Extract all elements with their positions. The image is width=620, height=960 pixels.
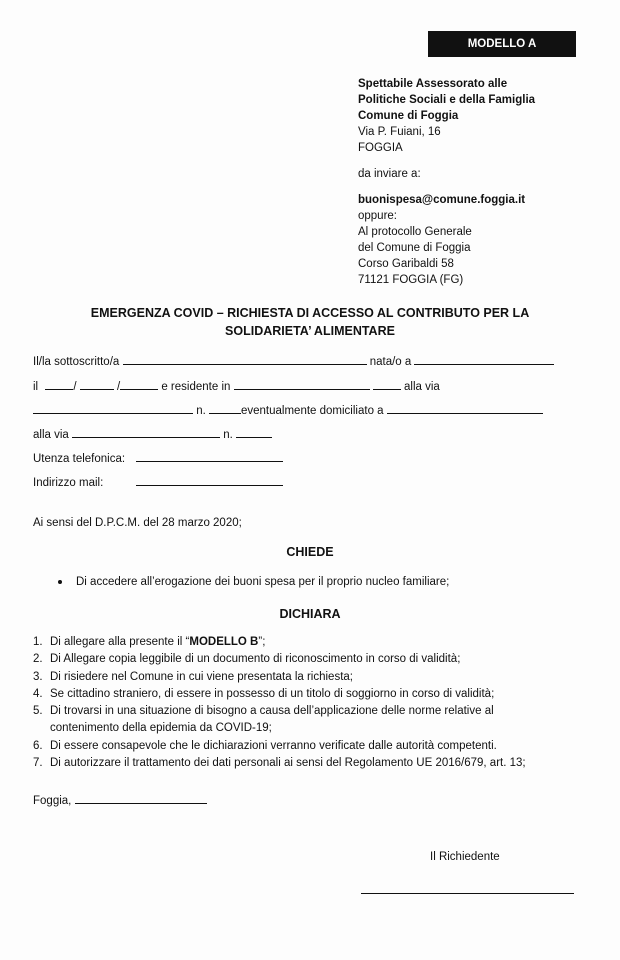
send-to-label: da inviare a: (358, 168, 421, 180)
domiciled-label: eventualmente domiciliato a (241, 405, 384, 417)
dichiara-list (33, 634, 593, 772)
phone-field[interactable] (136, 450, 283, 462)
protocol-line-4: 71121 FOGGIA (FG) (358, 274, 464, 286)
signature-field[interactable] (361, 892, 574, 894)
birth-year-field[interactable] (120, 378, 158, 390)
mail-field[interactable] (136, 474, 283, 486)
recipient-address (358, 76, 535, 288)
birth-day-field[interactable] (45, 378, 73, 390)
list-item-text: Di essere consapevole che le dichiarazioni verranno verificate dalle autorità competenti. (50, 739, 497, 752)
form-line-address (33, 402, 543, 417)
list-item (33, 738, 593, 755)
recipient-city: FOGGIA (358, 142, 403, 154)
list-item-number: 5. (33, 705, 43, 718)
birthplace-field[interactable] (414, 353, 554, 365)
birth-month-field[interactable] (80, 378, 114, 390)
recipient-street: Via P. Fuiani, 16 (358, 126, 441, 138)
born-label: nata/o a (369, 356, 412, 368)
modello-a-badge (428, 31, 576, 57)
domicile-street-field[interactable] (72, 426, 220, 438)
list-item (33, 669, 593, 686)
residence-field[interactable] (234, 378, 370, 390)
list-item-text: Se cittadino straniero, di essere in possesso di un titolo di soggiorno in corso di validità; (50, 687, 495, 700)
name-field[interactable] (123, 353, 367, 365)
number-label-2: n. (223, 429, 233, 441)
list-item-number: 4. (33, 687, 43, 700)
chiede-item (58, 576, 449, 588)
list-item (33, 634, 593, 651)
form-line-mail (33, 474, 283, 489)
form-line-name (33, 353, 554, 368)
list-item-number: 1. (33, 636, 43, 648)
recipient-line-1: Spettabile Assessorato alle (358, 78, 508, 90)
list-item-text: Di trovarsi in una situazione di bisogno a causa dell’applicazione delle norme relative al (50, 705, 494, 718)
signed-label: Il/la sottoscritto/a (33, 356, 120, 368)
bullet-icon (58, 580, 62, 584)
form-line-phone (33, 450, 283, 465)
or-label: oppure: (358, 210, 398, 222)
list-item (33, 651, 593, 668)
alla-via-label: alla via (404, 381, 440, 393)
form-line-domicile-street (33, 426, 272, 441)
domicile-field[interactable] (387, 402, 543, 414)
protocol-line-1: Al protocollo Generale (358, 226, 472, 238)
list-item-continuation: contenimento della epidemia da COVID-19; (50, 722, 272, 735)
title-line-1: EMERGENZA COVID – RICHIESTA DI ACCESSO AL CONTRIBUTO PER LA (90, 306, 530, 320)
list-item-text: Di autorizzare il trattamento dei dati personali ai sensi del Regolamento UE 2016/679, art. 13; (50, 757, 526, 770)
date-field[interactable] (75, 792, 207, 804)
il-label: il (33, 381, 39, 393)
province-field[interactable] (373, 378, 401, 390)
protocol-line-3: Corso Garibaldi 58 (358, 258, 454, 270)
list-item (33, 703, 593, 720)
list-item-text: Di risiedere nel Comune in cui viene presentata la richiesta; (50, 670, 353, 683)
signature-label: Il Richiedente (430, 851, 500, 863)
list-item-text (50, 634, 593, 651)
alla-via-label-2: alla via (33, 429, 69, 441)
chiede-item-text: Di accedere all’erogazione dei buoni spesa per il proprio nucleo familiare; (76, 576, 450, 588)
legal-reference: Ai sensi del D.P.C.M. del 28 marzo 2020; (33, 517, 242, 529)
recipient-line-3: Comune di Foggia (358, 110, 459, 122)
date-slash: / (73, 381, 77, 393)
street-number-field[interactable] (209, 402, 241, 414)
title-line-2: SOLIDARIETA’ ALIMENTARE (225, 324, 395, 338)
list-item (33, 686, 593, 703)
list-item-number: 2. (33, 653, 43, 666)
form-line-date (33, 378, 440, 393)
list-item (33, 755, 593, 772)
list-item-number: 3. (33, 670, 43, 683)
item-1-post: ”; (258, 636, 266, 648)
date-slash-2: / (116, 381, 121, 393)
domicile-number-field[interactable] (236, 426, 272, 438)
list-item-number: 7. (33, 757, 43, 770)
item-1-pre: Di allegare alla presente il “ (50, 636, 190, 648)
street-field[interactable] (33, 402, 193, 414)
chiede-heading: CHIEDE (286, 545, 334, 559)
badge-label: MODELLO A (467, 38, 537, 50)
dichiara-heading: DICHIARA (279, 607, 341, 621)
recipient-email: buonispesa@comune.foggia.it (358, 194, 526, 206)
list-item-text: Di Allegare copia leggibile di un documento di riconoscimento in corso di validità; (50, 653, 461, 666)
recipient-line-2: Politiche Sociali e della Famiglia (358, 94, 536, 106)
number-label: n. (196, 405, 206, 417)
resident-label: e residente in (161, 381, 231, 393)
modello-b-ref: MODELLO B (189, 636, 259, 648)
protocol-line-2: del Comune di Foggia (358, 242, 471, 254)
phone-label: Utenza telefonica: (33, 453, 126, 465)
document-title (0, 304, 620, 340)
list-item-number: 6. (33, 739, 43, 752)
mail-label: Indirizzo mail: (33, 477, 104, 489)
place-date-line (33, 792, 207, 807)
place-label: Foggia, (33, 795, 72, 807)
